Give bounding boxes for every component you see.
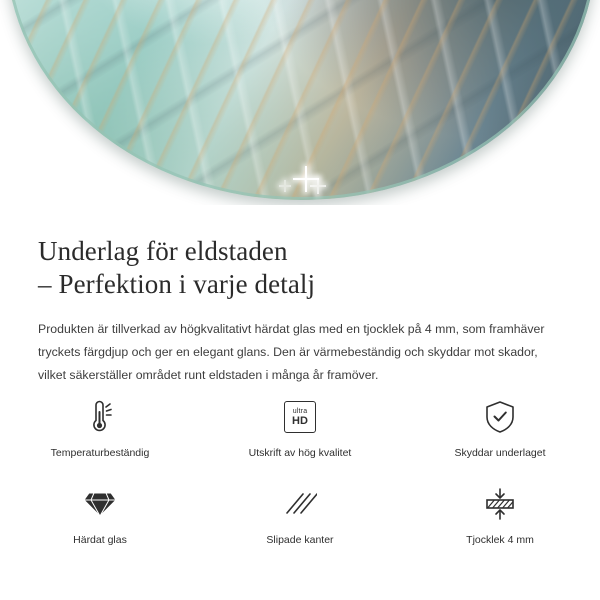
headline-line-2: – Perfektion i varje detalj [38, 269, 316, 299]
feature-polished-edges [200, 482, 400, 557]
feature-grid [0, 395, 600, 557]
feature-label: Härdat glas [73, 534, 127, 546]
feature-temperature-resistant [0, 395, 200, 470]
hero-image [0, 0, 600, 205]
content-block [0, 205, 600, 387]
feature-thickness [400, 482, 600, 557]
thermometer-icon [78, 395, 122, 439]
polished-edges-icon [278, 482, 322, 526]
feature-protects-surface [400, 395, 600, 470]
product-description: Produkten är tillverkad av högkvalitativt härdat glas med en tjocklek på 4 mm, som framhäver tryckets färgdjup och ger en elegant glans. Den är värmebeständig och skyddar mot skador, vilket säkerställer området runt eldstaden i många år framöver. [38, 322, 545, 382]
glass-disc-product-image [6, 0, 596, 200]
feature-label: Slipade kanter [266, 534, 334, 546]
feature-tempered-glass [0, 482, 200, 557]
feature-high-quality-print [200, 395, 400, 470]
feature-label: Skyddar underlaget [454, 447, 546, 459]
page-title [0, 205, 600, 301]
diamond-icon [78, 482, 122, 526]
ultra-hd-top-text: ultra [292, 407, 308, 415]
feature-label: Tjocklek 4 mm [466, 534, 534, 546]
feature-label: Temperaturbeständig [50, 447, 150, 459]
shield-check-icon [478, 395, 522, 439]
feature-label: Utskrift av hög kvalitet [248, 447, 352, 459]
thickness-icon [478, 482, 522, 526]
headline-line-1: Underlag för eldstaden [38, 236, 288, 266]
ultra-hd-bottom-text: HD [292, 414, 308, 427]
ultra-hd-icon [278, 395, 322, 439]
